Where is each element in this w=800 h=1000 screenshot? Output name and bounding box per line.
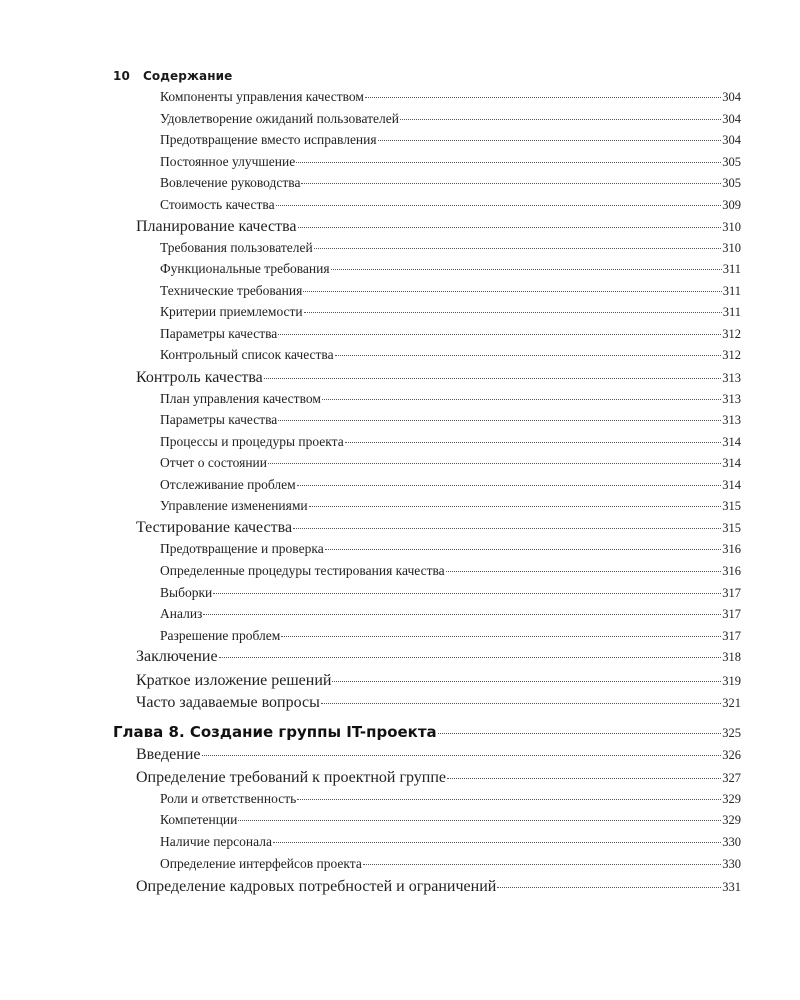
toc-entry-page: 315 <box>722 521 741 535</box>
dot-leader <box>219 657 722 658</box>
toc-entry-page: 304 <box>722 90 741 104</box>
dot-leader <box>281 636 721 637</box>
toc-entry-page: 315 <box>722 499 741 513</box>
dot-leader <box>278 334 721 335</box>
toc-entry-title: Контрольный список качества <box>160 347 334 362</box>
toc-section <box>136 878 741 896</box>
toc-entry-title: Управление изменениями <box>160 498 308 513</box>
toc-entry-title: План управления качеством <box>160 391 321 406</box>
toc-entry-page: 314 <box>722 456 741 470</box>
toc-subsection <box>160 812 741 828</box>
toc-entry-title: Отслеживание проблем <box>160 477 296 492</box>
toc-entry-page: 311 <box>722 262 741 276</box>
toc-entry-title: Тестирование качества <box>136 519 293 536</box>
toc-subsection <box>160 856 741 872</box>
dot-leader <box>363 864 721 865</box>
toc-entry-title: Определение требований к проектной группе <box>136 769 447 786</box>
dot-leader <box>331 269 722 270</box>
toc-entry-page: 321 <box>722 696 741 710</box>
toc-entry-title: Вовлечение руководства <box>160 175 301 190</box>
dot-leader <box>322 399 721 400</box>
dot-leader <box>273 842 721 843</box>
toc-subsection <box>160 240 741 256</box>
toc-entry-page: 319 <box>722 674 741 688</box>
toc-entry-page: 329 <box>722 792 741 806</box>
toc-entry-title: Наличие персонала <box>160 834 272 849</box>
dot-leader <box>345 442 722 443</box>
dot-leader <box>278 420 721 421</box>
toc-entry-page: 330 <box>722 857 741 871</box>
dot-leader <box>268 463 721 464</box>
dot-leader <box>203 614 721 615</box>
toc-subsection <box>160 261 741 277</box>
toc-subsection <box>160 89 741 105</box>
dot-leader <box>301 183 721 184</box>
toc-entry-title: Параметры качества <box>160 412 278 427</box>
toc-subsection <box>160 628 741 644</box>
toc-subsection <box>160 391 741 407</box>
toc-entry-page: 312 <box>722 348 741 362</box>
toc-entry-page: 326 <box>722 748 741 762</box>
dot-leader <box>332 681 721 682</box>
dot-leader <box>238 820 721 821</box>
toc-section <box>136 694 741 712</box>
toc-entry-title: Предотвращение вместо исправления <box>160 132 377 147</box>
dot-leader <box>293 528 721 529</box>
toc-entry-page: 327 <box>722 771 741 785</box>
toc-entry-title: Отчет о состоянии <box>160 455 267 470</box>
toc-subsection <box>160 563 741 579</box>
toc-subsection <box>160 197 741 213</box>
toc-subsection <box>160 283 741 299</box>
toc-entry-title: Глава 8. Создание группы IT-проекта <box>113 723 437 741</box>
toc-section <box>136 746 741 764</box>
toc-entry-title: Заключение <box>136 648 218 665</box>
toc-entry-title: Определение кадровых потребностей и ограничений <box>136 878 497 895</box>
toc-entry-title: Часто задаваемые вопросы <box>136 694 320 711</box>
toc-subsection <box>160 347 741 363</box>
toc-entry-page: 305 <box>722 155 741 169</box>
toc-entry-page: 309 <box>722 198 741 212</box>
toc-subsection <box>160 477 741 493</box>
toc-entry-title: Компоненты управления качеством <box>160 89 364 104</box>
toc-entry-title: Функциональные требования <box>160 261 330 276</box>
dot-leader <box>497 887 721 888</box>
dot-leader <box>325 549 722 550</box>
toc-entry-title: Параметры качества <box>160 326 278 341</box>
toc-subsection <box>160 304 741 320</box>
toc-entry-title: Предотвращение и проверка <box>160 541 324 556</box>
dot-leader <box>365 97 721 98</box>
dot-leader <box>298 227 722 228</box>
toc-entry-title: Процессы и процедуры проекта <box>160 434 344 449</box>
toc-section <box>136 769 741 787</box>
dot-leader <box>400 119 721 120</box>
dot-leader <box>314 248 722 249</box>
toc-subsection <box>160 132 741 148</box>
toc-entry-title: Требования пользователей <box>160 240 313 255</box>
dot-leader <box>202 755 722 756</box>
toc-entry-page: 317 <box>722 607 741 621</box>
toc-entry-title: Стоимость качества <box>160 197 275 212</box>
toc-subsection <box>160 541 741 557</box>
toc-subsection <box>160 154 741 170</box>
toc-chapter <box>113 723 741 741</box>
toc-subsection <box>160 498 741 514</box>
toc-entry-page: 311 <box>722 284 741 298</box>
toc-section <box>136 648 741 666</box>
dot-leader <box>297 799 721 800</box>
dot-leader <box>309 506 722 507</box>
dot-leader <box>378 140 722 141</box>
toc-entry-page: 313 <box>722 392 741 406</box>
toc-entry-title: Технические требования <box>160 283 303 298</box>
toc-subsection <box>160 111 741 127</box>
dot-leader <box>446 571 722 572</box>
toc-entry-title: Введение <box>136 746 201 763</box>
toc-entry-page: 304 <box>722 112 741 126</box>
toc-entry-page: 329 <box>722 813 741 827</box>
toc-entry-title: Контроль качества <box>136 369 263 386</box>
toc-entry-title: Определение интерфейсов проекта <box>160 856 362 871</box>
page-number: 10 <box>113 69 130 83</box>
toc-entry-page: 311 <box>722 305 741 319</box>
running-header-title: Содержание <box>143 69 233 83</box>
toc-subsection <box>160 175 741 191</box>
toc-subsection <box>160 585 741 601</box>
toc-entry-title: Разрешение проблем <box>160 628 281 643</box>
toc-entry-title: Компетенции <box>160 812 238 827</box>
dot-leader <box>304 312 722 313</box>
toc-entry-title: Краткое изложение решений <box>136 672 332 689</box>
toc-entry-page: 325 <box>722 726 741 740</box>
dot-leader <box>276 205 722 206</box>
dot-leader <box>296 162 721 163</box>
toc-section <box>136 672 741 690</box>
dot-leader <box>213 593 721 594</box>
toc-subsection <box>160 834 741 850</box>
toc-entry-title: Удовлетворение ожиданий пользователей <box>160 111 399 126</box>
dot-leader <box>264 378 721 379</box>
toc-entry-page: 314 <box>722 478 741 492</box>
toc-entry-page: 313 <box>722 413 741 427</box>
dot-leader <box>303 291 721 292</box>
toc-subsection <box>160 326 741 342</box>
toc-entry-page: 331 <box>722 880 741 894</box>
toc-entry-page: 310 <box>722 220 741 234</box>
running-header <box>113 69 232 83</box>
toc-entry-title: Роли и ответственность <box>160 791 297 806</box>
toc-section <box>136 218 741 236</box>
toc-entry-page: 310 <box>722 241 741 255</box>
toc-entry-page: 317 <box>722 629 741 643</box>
toc-subsection <box>160 455 741 471</box>
toc-entry-page: 304 <box>722 133 741 147</box>
toc-entry-title: Критерии приемлемости <box>160 304 303 319</box>
toc-entry-title: Постоянное улучшение <box>160 154 296 169</box>
toc-subsection <box>160 434 741 450</box>
toc-entry-page: 314 <box>722 435 741 449</box>
toc-subsection <box>160 412 741 428</box>
toc-entry-page: 313 <box>722 371 741 385</box>
toc-entry-page: 316 <box>722 564 741 578</box>
toc-entry-page: 317 <box>722 586 741 600</box>
toc-entry-title: Анализ <box>160 606 203 621</box>
dot-leader <box>335 355 722 356</box>
toc-entry-title: Выборки <box>160 585 213 600</box>
dot-leader <box>438 733 722 734</box>
toc-entry-page: 316 <box>722 542 741 556</box>
dot-leader <box>447 778 721 779</box>
toc-entry-title: Планирование качества <box>136 218 297 235</box>
dot-leader <box>297 485 722 486</box>
toc-entry-title: Определенные процедуры тестирования качества <box>160 563 445 578</box>
toc-section <box>136 369 741 387</box>
toc-entry-page: 318 <box>722 650 741 664</box>
toc-entry-page: 305 <box>722 176 741 190</box>
toc-subsection <box>160 606 741 622</box>
toc-section <box>136 519 741 537</box>
toc-subsection <box>160 791 741 807</box>
toc-entry-page: 312 <box>722 327 741 341</box>
toc-entry-page: 330 <box>722 835 741 849</box>
dot-leader <box>321 703 721 704</box>
